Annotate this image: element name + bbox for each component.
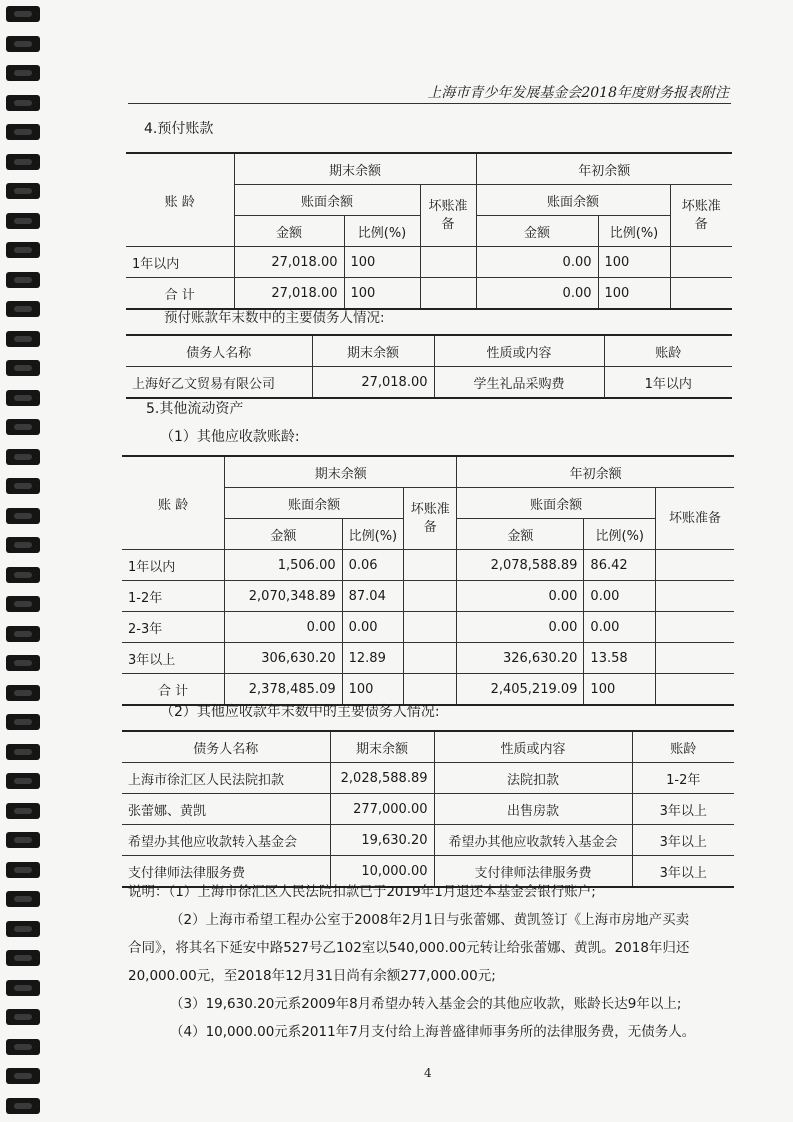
binder-ring xyxy=(6,685,40,701)
note-line: （2）上海市希望工程办公室于2008年2月1日与张蕾娜、黄凯签订《上海市房地产买卖 xyxy=(170,912,690,928)
table-row xyxy=(122,825,734,856)
cell-begin-ratio: 13.58 xyxy=(584,643,656,674)
cell-debtor-age: 3年以上 xyxy=(632,856,734,888)
cell-end-bad xyxy=(404,643,457,674)
binder-ring xyxy=(6,626,40,642)
cell-begin-ratio: 0.00 xyxy=(584,581,656,612)
binder-ring xyxy=(6,272,40,288)
binder-ring xyxy=(6,183,40,199)
header-rule xyxy=(128,103,731,104)
binder-ring xyxy=(6,773,40,789)
col-debtor-nature: 性质或内容 xyxy=(434,731,632,763)
binder-ring xyxy=(6,891,40,907)
table-row xyxy=(122,550,734,581)
table-row xyxy=(126,367,732,399)
binder-ring xyxy=(6,449,40,465)
cell-end-ratio: 87.04 xyxy=(342,581,404,612)
cell-debtor-balance: 27,018.00 xyxy=(312,367,434,399)
binder-ring xyxy=(6,537,40,553)
cell-debtor-nature: 支付律师法律服务费 xyxy=(434,856,632,888)
col-end-ratio: 比例(%) xyxy=(344,216,420,247)
binder-ring xyxy=(6,596,40,612)
binder-ring xyxy=(6,508,40,524)
cell-begin-amount: 0.00 xyxy=(476,278,598,310)
binder-ring xyxy=(6,331,40,347)
col-age: 账 龄 xyxy=(122,456,225,550)
col-end-amount: 金额 xyxy=(225,519,342,550)
binder-ring xyxy=(6,390,40,406)
binder-ring xyxy=(6,655,40,671)
col-begin-bad-debt: 坏账准备 xyxy=(670,185,732,247)
cell-begin-ratio: 100 xyxy=(598,247,670,278)
col-end-balance: 期末余额 xyxy=(234,153,476,185)
page-header: 上海市青少年发展基金会2018年度财务报表附注 xyxy=(427,85,729,101)
cell-debtor-name: 希望办其他应收款转入基金会 xyxy=(122,825,330,856)
binder-ring xyxy=(6,154,40,170)
col-begin-balance: 年初余额 xyxy=(457,456,734,488)
binder-ring xyxy=(6,567,40,583)
binder-ring xyxy=(6,1009,40,1025)
section5-sub1: （1）其他应收款账龄: xyxy=(160,429,300,445)
cell-age: 合 计 xyxy=(126,278,234,310)
cell-end-amount: 27,018.00 xyxy=(234,247,344,278)
cell-debtor-balance: 19,630.20 xyxy=(330,825,434,856)
cell-debtor-balance: 10,000.00 xyxy=(330,856,434,888)
cell-begin-bad xyxy=(656,550,734,581)
cell-end-ratio: 0.06 xyxy=(342,550,404,581)
cell-begin-bad xyxy=(656,674,734,706)
other-receivable-aging-table xyxy=(122,455,734,706)
cell-end-amount: 1,506.00 xyxy=(225,550,342,581)
binder-ring xyxy=(6,744,40,760)
cell-end-bad xyxy=(420,278,476,310)
cell-end-ratio: 0.00 xyxy=(342,612,404,643)
col-debtor-name: 债务人名称 xyxy=(126,335,312,367)
binder-ring xyxy=(6,6,40,22)
cell-end-bad xyxy=(404,550,457,581)
cell-debtor-nature: 希望办其他应收款转入基金会 xyxy=(434,825,632,856)
binder-ring xyxy=(6,1039,40,1055)
binder-ring xyxy=(6,301,40,317)
col-begin-ratio: 比例(%) xyxy=(598,216,670,247)
col-end-balance: 期末余额 xyxy=(225,456,457,488)
cell-begin-bad xyxy=(670,278,732,310)
binder-ring xyxy=(6,242,40,258)
page-number: 4 xyxy=(424,1066,432,1080)
binder-ring xyxy=(6,1098,40,1114)
binder-ring xyxy=(6,36,40,52)
cell-debtor-age: 1-2年 xyxy=(632,763,734,794)
section4-title: 4.预付账款 xyxy=(144,121,214,137)
col-end-ratio: 比例(%) xyxy=(342,519,404,550)
binder-ring xyxy=(6,419,40,435)
cell-debtor-name: 上海市徐汇区人民法院扣款 xyxy=(122,763,330,794)
binder-ring xyxy=(6,950,40,966)
table-row xyxy=(122,581,734,612)
cell-age: 2-3年 xyxy=(122,612,225,643)
col-end-book: 账面余额 xyxy=(234,185,420,216)
cell-begin-ratio: 100 xyxy=(584,674,656,706)
section5-sub2: （2）其他应收款年末数中的主要债务人情况: xyxy=(160,704,440,720)
note-line: 合同》，将其名下延安中路527号乙102室以540,000.00元转让给张蕾娜、黄凯。2018年归还 xyxy=(128,940,690,956)
cell-begin-amount: 0.00 xyxy=(457,581,584,612)
binder-ring xyxy=(6,714,40,730)
cell-begin-amount: 326,630.20 xyxy=(457,643,584,674)
col-begin-amount: 金额 xyxy=(457,519,584,550)
col-end-bad-debt: 坏账准备 xyxy=(404,488,457,550)
col-begin-balance: 年初余额 xyxy=(476,153,732,185)
cell-end-ratio: 100 xyxy=(342,674,404,706)
binder-ring xyxy=(6,803,40,819)
cell-begin-ratio: 100 xyxy=(598,278,670,310)
cell-begin-bad xyxy=(656,612,734,643)
section5-title: 5.其他流动资产 xyxy=(146,401,244,417)
col-begin-bad-debt: 坏账准备 xyxy=(656,488,734,550)
cell-end-bad xyxy=(420,247,476,278)
prepayment-aging-table xyxy=(126,152,732,310)
cell-begin-bad xyxy=(670,247,732,278)
cell-begin-bad xyxy=(656,643,734,674)
col-debtor-name: 债务人名称 xyxy=(122,731,330,763)
cell-end-ratio: 100 xyxy=(344,247,420,278)
binder-ring xyxy=(6,65,40,81)
cell-begin-ratio: 0.00 xyxy=(584,612,656,643)
cell-debtor-age: 1年以内 xyxy=(604,367,732,399)
section4-debtor-title: 预付账款年末数中的主要债务人情况: xyxy=(164,310,385,326)
cell-debtor-age: 3年以上 xyxy=(632,825,734,856)
cell-begin-amount: 2,078,588.89 xyxy=(457,550,584,581)
col-begin-book: 账面余额 xyxy=(457,488,656,519)
cell-age: 合 计 xyxy=(122,674,225,706)
col-age: 账 龄 xyxy=(126,153,234,247)
cell-debtor-balance: 2,028,588.89 xyxy=(330,763,434,794)
col-end-bad-debt: 坏账准备 xyxy=(420,185,476,247)
cell-begin-amount: 0.00 xyxy=(476,247,598,278)
cell-begin-bad xyxy=(656,581,734,612)
notes-block xyxy=(128,878,738,1046)
col-debtor-nature: 性质或内容 xyxy=(434,335,604,367)
col-end-book: 账面余额 xyxy=(225,488,404,519)
cell-debtor-name: 上海好乙文贸易有限公司 xyxy=(126,367,312,399)
binder-ring xyxy=(6,832,40,848)
col-debtor-age: 账龄 xyxy=(632,731,734,763)
cell-end-ratio: 12.89 xyxy=(342,643,404,674)
col-begin-amount: 金额 xyxy=(476,216,598,247)
binder-ring xyxy=(6,478,40,494)
cell-end-amount: 27,018.00 xyxy=(234,278,344,310)
binder-ring xyxy=(6,124,40,140)
binder-ring xyxy=(6,862,40,878)
binder-spine xyxy=(0,0,48,1122)
cell-age: 1-2年 xyxy=(122,581,225,612)
binder-ring xyxy=(6,360,40,376)
cell-debtor-nature: 出售房款 xyxy=(434,794,632,825)
cell-end-amount: 306,630.20 xyxy=(225,643,342,674)
table-row xyxy=(122,794,734,825)
col-debtor-balance: 期末余额 xyxy=(312,335,434,367)
cell-debtor-balance: 277,000.00 xyxy=(330,794,434,825)
table-row xyxy=(126,247,732,278)
cell-end-amount: 2,070,348.89 xyxy=(225,581,342,612)
table-row xyxy=(122,643,734,674)
binder-ring xyxy=(6,95,40,111)
cell-debtor-nature: 法院扣款 xyxy=(434,763,632,794)
cell-begin-ratio: 86.42 xyxy=(584,550,656,581)
cell-end-bad xyxy=(404,581,457,612)
cell-debtor-nature: 学生礼品采购费 xyxy=(434,367,604,399)
cell-end-amount: 2,378,485.09 xyxy=(225,674,342,706)
col-debtor-balance: 期末余额 xyxy=(330,731,434,763)
col-begin-book: 账面余额 xyxy=(476,185,670,216)
binder-ring xyxy=(6,213,40,229)
cell-debtor-age: 3年以上 xyxy=(632,794,734,825)
cell-age: 3年以上 xyxy=(122,643,225,674)
note-line: （3）19,630.20元系2009年8月希望办转入基金会的其他应收款，账龄长达9年以上; xyxy=(170,996,682,1012)
table-row xyxy=(126,278,732,310)
note-line: 说明：（1）上海市徐汇区人民法院扣款已于2019年1月退还本基金会银行账户; xyxy=(128,884,596,900)
note-line: 20,000.00元，至2018年12月31日尚有余额277,000.00元; xyxy=(128,968,496,984)
col-debtor-age: 账龄 xyxy=(604,335,732,367)
binder-ring xyxy=(6,921,40,937)
cell-begin-amount: 2,405,219.09 xyxy=(457,674,584,706)
table-row xyxy=(122,763,734,794)
cell-begin-amount: 0.00 xyxy=(457,612,584,643)
other-receivable-debtor-table xyxy=(122,730,734,888)
binder-ring xyxy=(6,980,40,996)
cell-end-amount: 0.00 xyxy=(225,612,342,643)
table-row xyxy=(122,612,734,643)
cell-end-bad xyxy=(404,612,457,643)
cell-age: 1年以内 xyxy=(126,247,234,278)
cell-end-ratio: 100 xyxy=(344,278,420,310)
note-line: （4）10,000.00元系2011年7月支付给上海普盛律师事务所的法律服务费，无债务人。 xyxy=(170,1024,696,1040)
col-begin-ratio: 比例(%) xyxy=(584,519,656,550)
binder-ring xyxy=(6,1068,40,1084)
prepayment-debtor-table xyxy=(126,334,732,399)
col-end-amount: 金额 xyxy=(234,216,344,247)
cell-age: 1年以内 xyxy=(122,550,225,581)
cell-debtor-name: 张蕾娜、黄凯 xyxy=(122,794,330,825)
cell-debtor-name: 支付律师法律服务费 xyxy=(122,856,330,888)
